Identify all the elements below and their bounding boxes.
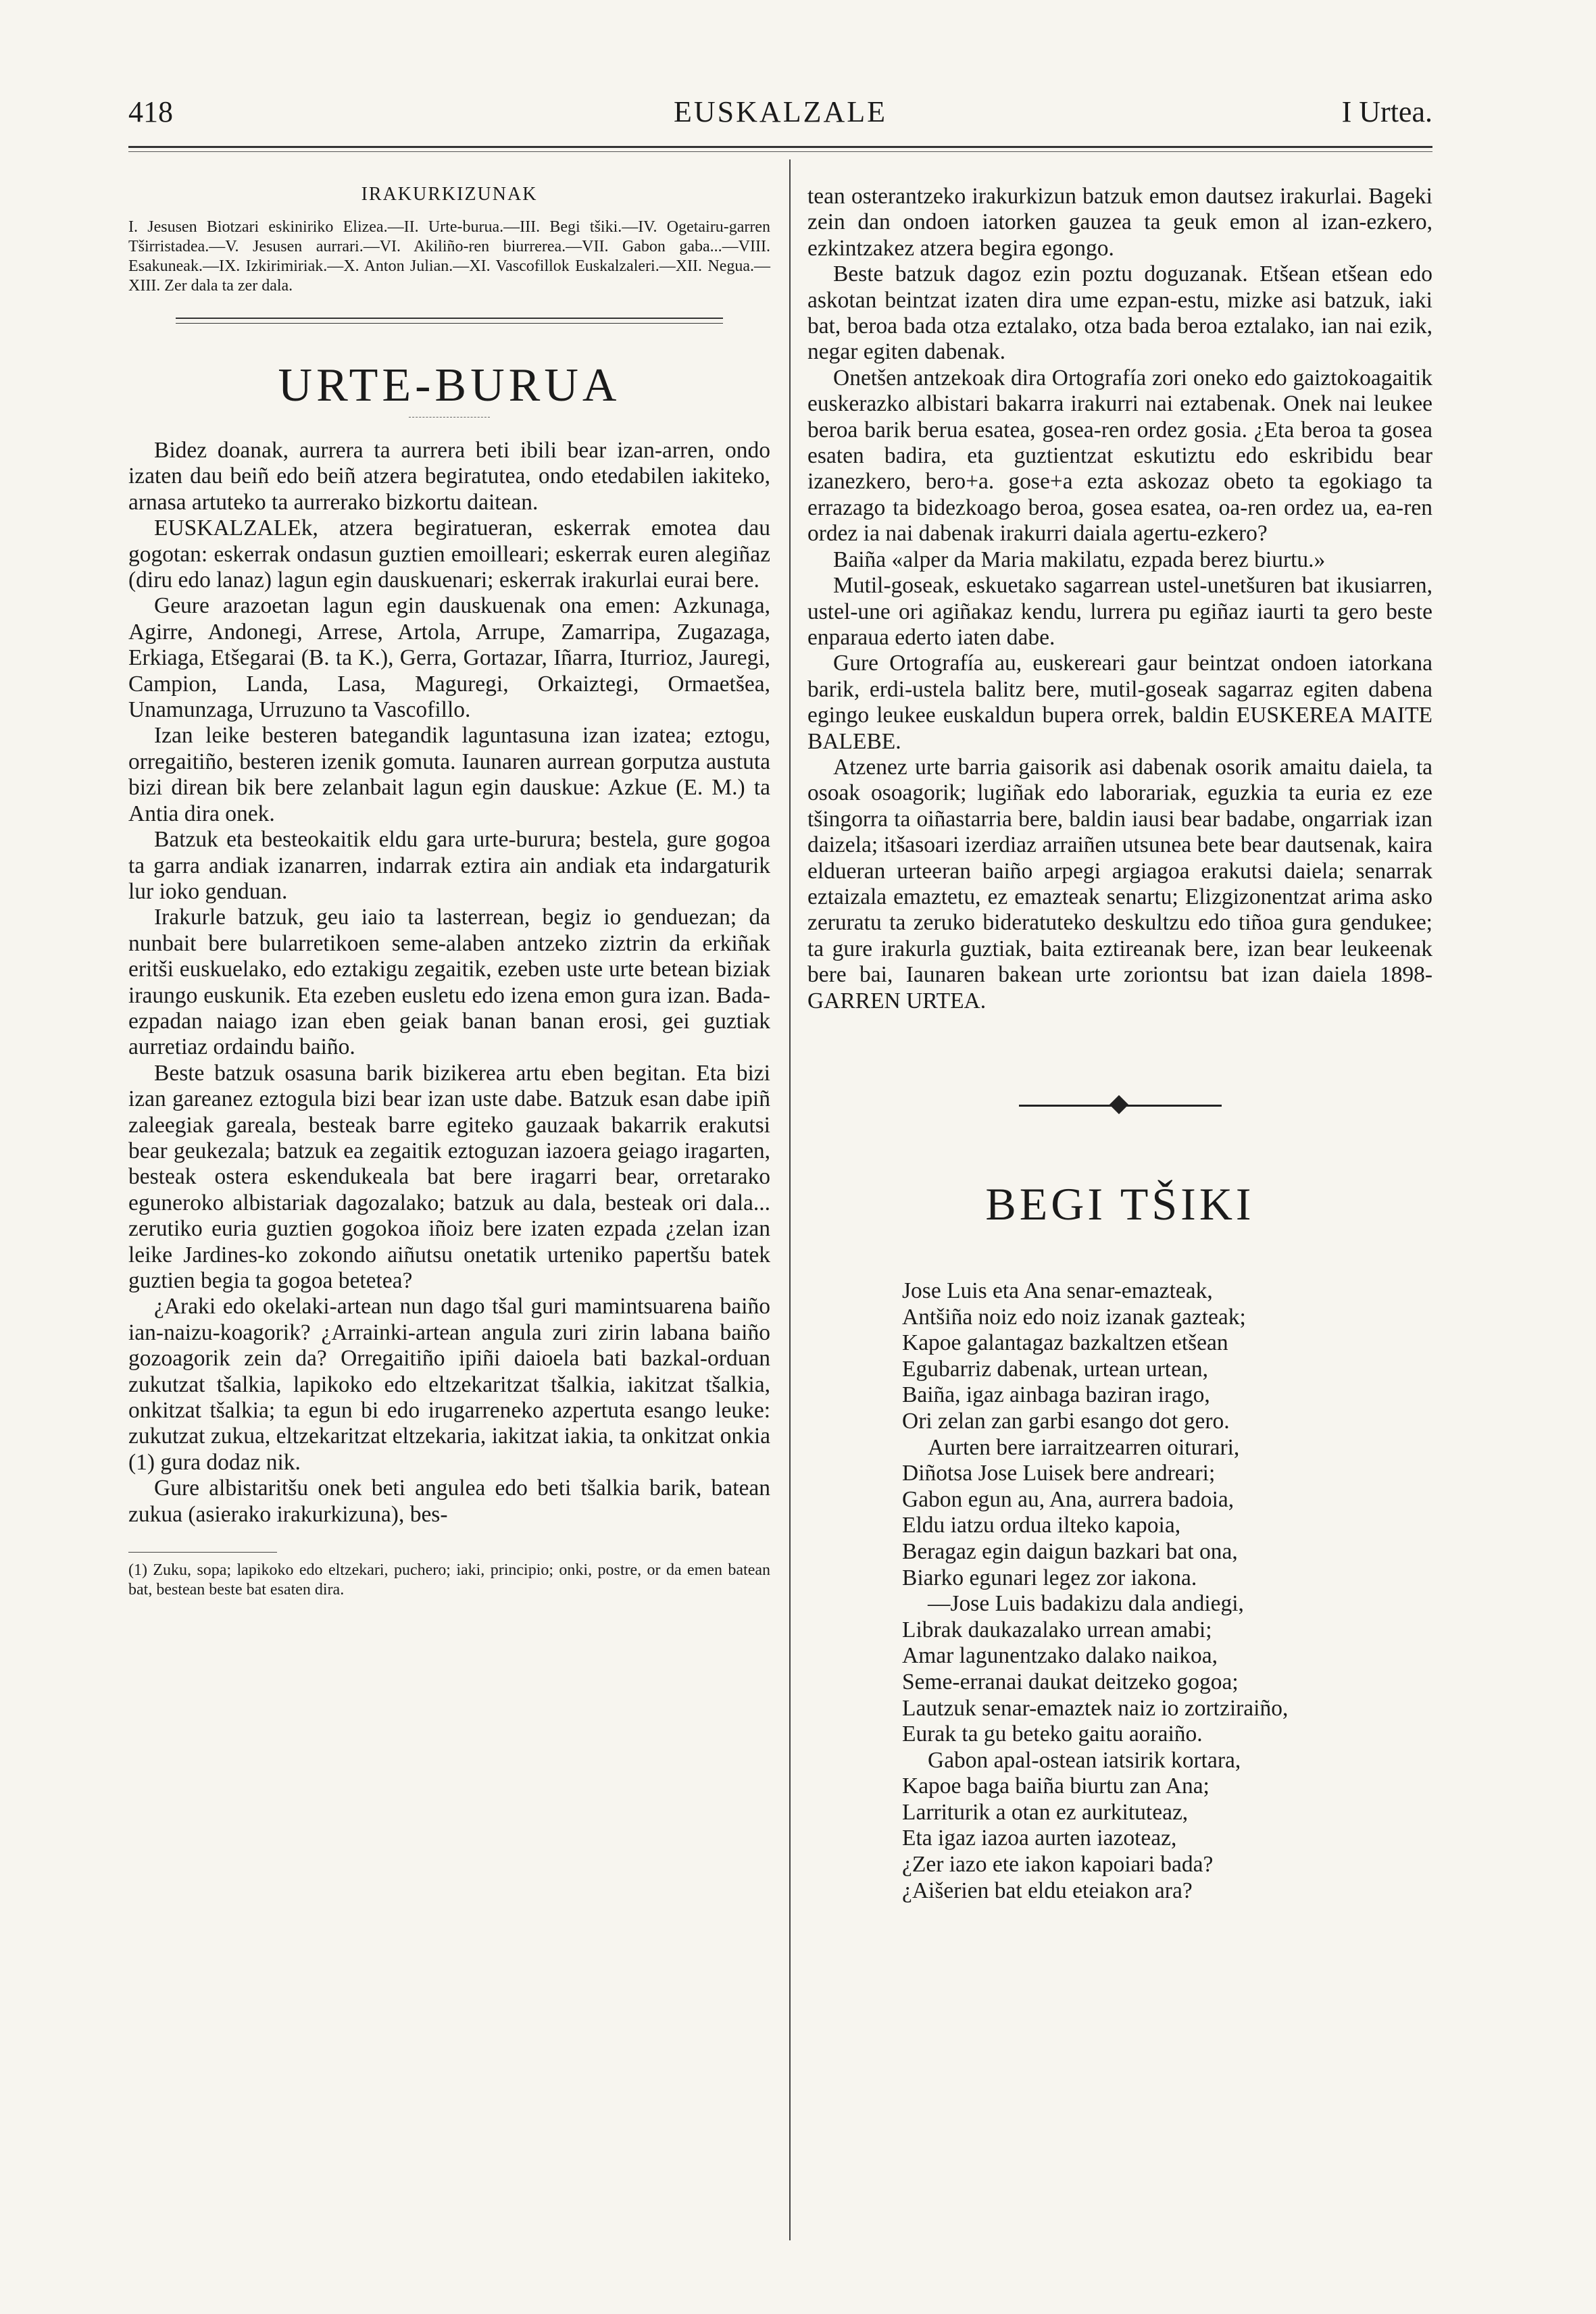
poem-line: Lautzuk senar-emaztek naiz io zortziraiño,: [902, 1695, 1289, 1721]
poem-line: Biarko egunari legez zor iakona.: [902, 1565, 1197, 1590]
article-paragraph: Mutil-goseak, eskuetako sagarrean ustel-unetšuren bat ikusiarren, ustel-une ori agiñakaz kendu, lurrera pu egiñaz iaurti ta gero beste enparaua ederto iaten dabe.: [807, 573, 1432, 650]
article-paragraph: Geure arazoetan lagun egin dauskuenak ona emen: Azkunaga, Agirre, Andonegi, Arrese, Artola, Arrupe, Zamarripa, Zugazaga, Erkiaga, Etšegarai (B. ta K.), Gerra, Gortazar, Iñarra, Iturrioz, Jauregi, Campion, Landa, Lasa, Maguregi, Orkaiztegi, Ormaetšea, Unamunzaga, Urruzuno ta Vascofillo.: [128, 593, 770, 723]
poem-line: Gabon apal-ostean iatsirik kortara,: [928, 1747, 1241, 1773]
ornament-diamond: [1109, 1095, 1128, 1114]
page-number: 418: [128, 95, 173, 128]
poem-line: ¿Zer iazo ete iakon kapoiari bada?: [902, 1852, 1214, 1878]
poem-line: Baiña, igaz ainbaga baziran irago,: [902, 1382, 1210, 1408]
poem-line: Egubarriz dabenak, urtean urtean,: [902, 1356, 1208, 1382]
poem-line: Larriturik a otan ez aurkituteaz,: [902, 1799, 1189, 1825]
poem-line: Diñotsa Jose Luisek bere andreari;: [902, 1461, 1216, 1486]
poem-line: ¿Aišerien bat eldu eteiakon ara?: [902, 1878, 1193, 1903]
poem: [902, 1278, 1432, 1904]
section-ornament: [1019, 1095, 1222, 1115]
poem-line: Amar lagunentzako dalako naikoa,: [902, 1643, 1218, 1669]
poem-line: Kapoe galantagaz bazkaltzen etšean: [902, 1330, 1228, 1356]
article-paragraph: Beste batzuk osasuna barik bizikerea artu eben begitan. Eta bizi izan gareanez eztogula bizi bear izan uste dabe. Batzuk esan dabe ipiñ zaleegiak gareala, besteak barre egiteko gauzaak bakarrik erakutsi bear geukezala; batzuk ea zegaitik eztoguzan iazoera geiago iragarten, besteak ostera eskendukeala bat bere iragarri bear, orretarako eguneroko albistariak dagozalako; batzuk au dala, besteak ori dala... zerutiko euria guztien gogokoa iñoiz bere izaten ezpada ¿zelan izan leike Jardines-ko zokondo aiñutsu onetatik urteniko papertšu batek guztien begia ta gogoa betetea?: [128, 1060, 770, 1293]
article-paragraph: Atzenez urte barria gaisorik asi dabenak osorik amaitu daiela, ta osoak osoagorik; lugiñak edo laborariak, eguzkia ta euria ez eze tšingorra ta oiñastarria bere, baldin iausi bear badabe, ongarriak izan daizela; itšasoari izerdiaz arraiñen utsunea bete bear dautsenak, kaira eldueran urteeran baiño arpegi argiagoa erakutsi daiela; senarrak eztaizala emaztetu, ez emazteak senartu; Elizgizonentzat arima asko zeruratu ta zeruko bideratuteko deskultzu edo tiñoa gura gendukee; ta gure irakurla guztiak, baita eztireanak bere, izan bear leukeenak bere bai, Iaunaren bakean urte zoriontsu bat izan daiela 1898-GARREN URTEA.: [807, 754, 1432, 1013]
footnote: (1) Zuku, sopa; lapikoko edo eltzekari, puchero; iaki, principio; onki, postre, or da emen batean bat, bestean beste bat esaten dira.: [128, 1561, 770, 1599]
article-paragraph: Batzuk eta besteokaitik eldu gara urte-burura; bestela, gure gogoa ta garra andiak izanarren, indarrak eztira ain andiak eta indargaturik lur ioko genduan.: [128, 827, 770, 904]
article-paragraph: Onetšen antzekoak dira Ortografía zori oneko edo gaiztokoagaitik euskerazko albistari bakarra irakurri nai eztabenak. Onek nai leukee beroa barik berua esatea, gosea-ren ordez gosia. ¿Eta beroa ta gosea esaten badira, eta guztientzat eskutiztu edo eskribidu bear izanezkero, bero+a. gose+a ezta askozaz obeto ta egokiago ta errazago ta bidezkoago beroa, gosea esatea, oa-ren ordez ua, ea-ren ordez ia nai dabenak irakurri daiala agertu-ezkero?: [807, 365, 1432, 547]
article-paragraph: tean osterantzeko irakurkizun batzuk emon dautsez irakurlai. Bageki zein dan ondoen iatorken gauzea ta geuk emon al izan-ezkero, ezkintzakez atzera begira egongo.: [807, 184, 1432, 261]
header-rule-thin: [128, 151, 1432, 152]
title-ornament: [409, 417, 490, 418]
article-paragraph: ¿Araki edo okelaki-artean nun dago tšal guri mamintsuarena baiño ian-naizu-koagorik? ¿Arrainki-artean angula zuri zirin labana baiño gozoagorik zein da? Orregaitiño ipiñi daioela bati bazkal-orduan zukutzat tšalkia, lapikoko edo eltzekaritzat tšalkia, iakitzat tšalkia, onkitzat tšalkia; ta egun bi edo irugarreneko azpertuta esango leuke: zukutzat zukua, eltzekaritzat eltzekaria, iakitzat iakia, ta onkitzat onkia (1) gura dodaz nik.: [128, 1294, 770, 1475]
article-paragraph: Beste batzuk dagoz ezin poztu doguzanak. Etšean etšean edo askotan beintzat izaten dira ume ezpan-estu, mizke asi batzuk, iaki bat, beroa bada otza eztalako, otza bada beroa eztalako, ian nai ezik, negar egiten dabenak.: [807, 261, 1432, 365]
poem-title: BEGI TŠIKI: [985, 1178, 1255, 1230]
article-paragraph: Bidez doanak, aurrera ta aurrera beti ibili bear izan-arren, ondo izaten dau beiñ edo beiñ atzera begiratutea, ondo etedabilen iakiteko, arnasa artuteko ta aurrerako bizkortu daitean.: [128, 438, 770, 515]
article-paragraph: Baiña «alper da Maria makilatu, ezpada berez biurtu.»: [833, 547, 1326, 572]
toc-text: I. Jesusen Biotzari eskiniriko Elizea.—II. Urte-burua.—III. Begi tšiki.—IV. Ogetairu-garren Tširristadea.—V. Jesusen aurrari.—VI. Akiliño-ren biurrerea.—VII. Gabon gaba...—VIII. Esakuneak.—IX. Izkirimiriak.—X. Anton Julian.—XI. Vascofillok Euskalzaleri.—XII. Negua.—XIII. Zer dala ta zer dala.: [128, 218, 770, 295]
left-column: [128, 184, 770, 1600]
poem-line: Aurten bere iarraitzearren oiturari,: [928, 1434, 1240, 1460]
column-divider: [789, 159, 791, 2240]
running-header: [128, 95, 1432, 135]
article-paragraph: Izan leike besteren bategandik laguntasuna izan izatea; eztogu, orregaitiño, besteren izenik gomuta. Iaunaren aurrean gorputza austuta bizi direan bik bere zelanbait lagun egin dauskue: Azkue (E. M.) ta Antia dira onek.: [128, 723, 770, 826]
poem-line: Kapoe baga baiña biurtu zan Ana;: [902, 1774, 1210, 1799]
article-paragraph: Gure Ortografía au, euskereari gaur beintzat ondoen iatorkana barik, erdi-ustela balitz bere, mutil-goseak sagarraz egiten dabena egingo leukee euskaldun bupera orrek, baldin EUSKEREA MAITE BALEBE.: [807, 651, 1432, 754]
poem-line: Seme-erranai daukat deitzeko gogoa;: [902, 1669, 1239, 1694]
poem-line: Ori zelan zan garbi esango dot gero.: [902, 1408, 1230, 1434]
article-paragraph: Irakurle batzuk, geu iaio ta lasterrean, begiz io genduezan; da nunbait bere bularretikoen seme-alaben antzeko ziztrin da erkiñak eritši euskuelako, edo eztakigu zegaitik, ezeben uste urte betean biziak iraungo euskunik. Eta ezeben eusletu edo izena emon gura izan. Bada-ezpadan naiago izan eben geiak banan banan erosi, gei guztiak aurretiaz ordaindu baiño.: [128, 905, 770, 1060]
header-rule: [128, 146, 1432, 148]
poem-line: Antšiña noiz edo noiz izanak gazteak;: [902, 1304, 1246, 1330]
footnote-rule: [128, 1552, 277, 1553]
poem-line: Eldu iatzu ordua ilteko kapoia,: [902, 1513, 1181, 1538]
year-label: I Urtea.: [1341, 95, 1432, 128]
poem-line: Jose Luis eta Ana senar-emazteak,: [902, 1278, 1213, 1303]
article-title: URTE-BURUA: [278, 359, 621, 411]
right-column: [807, 184, 1432, 1904]
poem-line: Librak daukazalako urrean amabi;: [902, 1617, 1212, 1642]
article-paragraph: EUSKALZALEk, atzera begiratueran, eskerrak emotea dau gogotan: eskerrak ondasun guztien emoilleari; eskerrak euren alegiñaz (diru edo lanaz) lagun egin dauskuenari; eskerrak irakurlai eurai bere.: [128, 515, 770, 593]
poem-line: Eta igaz iazoa aurten iazoteaz,: [902, 1826, 1177, 1851]
poem-line: Gabon egun au, Ana, aurrera badoia,: [902, 1486, 1235, 1512]
poem-line: Beragaz egin daigun bazkari bat ona,: [902, 1538, 1238, 1564]
toc-title: IRAKURKIZUNAK: [361, 184, 538, 205]
poem-line: —Jose Luis badakizu dala andiegi,: [928, 1591, 1244, 1617]
toc-divider: [176, 318, 723, 324]
article-paragraph: Gure albistaritšu onek beti angulea edo beti tšalkia barik, batean zukua (asierako irakurkizuna), bes-: [128, 1476, 770, 1527]
journal-name: EUSKALZALE: [674, 95, 887, 128]
poem-line: Eurak ta gu beteko gaitu aoraiño.: [902, 1721, 1203, 1747]
